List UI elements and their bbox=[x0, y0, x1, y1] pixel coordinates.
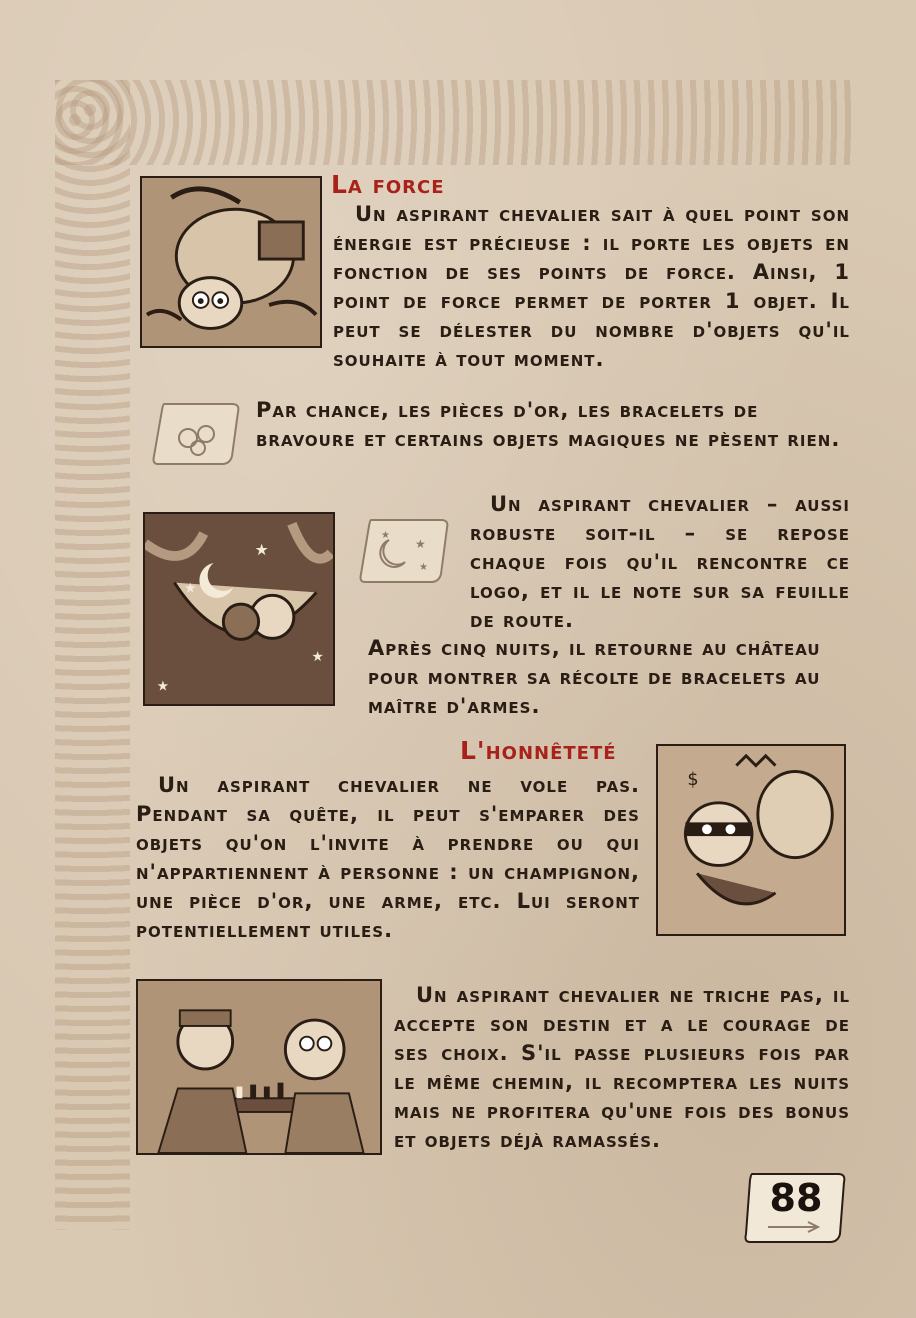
section-title-honnetete: L'honnêteté bbox=[460, 736, 617, 765]
illustration-strength bbox=[140, 176, 322, 348]
svg-text:★: ★ bbox=[415, 537, 426, 551]
svg-text:★: ★ bbox=[311, 648, 324, 665]
illustration-rest bbox=[143, 512, 335, 706]
honnetete-paragraph: Un aspirant chevalier ne vole pas. Pendant sa quête, il peut s'emparer des objets qu'on l'invite à prendre ou qui n'appartiennent à personne : un champignon, une pièce d'or, une arme, etc. Lui seront potentiellement utiles. bbox=[136, 773, 640, 942]
cheat-paragraph: Un aspirant chevalier ne triche pas, il accepte son destin et a le courage de ses choix. S'il passe plusieurs fois par le même chemin, il recomptera les nuits mais ne profitera qu'une fois des bonus et objets déjà ramassés. bbox=[394, 983, 850, 1152]
left-ornament bbox=[55, 80, 130, 1230]
svg-text:★: ★ bbox=[156, 678, 170, 695]
svg-text:★: ★ bbox=[419, 562, 428, 573]
force-note: Par chance, les pièces d'or, les bracelets de bravoure et certains objets magiques ne pèsent rien. bbox=[256, 398, 841, 451]
section-title-force: La force bbox=[331, 170, 445, 199]
after-nights-paragraph: Après cinq nuits, il retourne au château pour montrer sa récolte de bracelets au maître d'armes. bbox=[368, 636, 821, 718]
top-ornament bbox=[55, 80, 855, 165]
illustration-thief bbox=[656, 744, 846, 936]
rest-paragraph: Un aspirant chevalier – aussi robuste soit-il – se repose chaque fois qu'il rencontre ce logo, et il le note sur sa feuille de route. bbox=[470, 492, 850, 632]
svg-text:$: $ bbox=[687, 770, 699, 791]
svg-text:★: ★ bbox=[184, 580, 197, 597]
scroll-coins-icon bbox=[152, 396, 242, 470]
svg-text:★: ★ bbox=[381, 530, 390, 541]
page-number-badge bbox=[742, 1168, 850, 1248]
force-paragraph: Un aspirant chevalier sait à quel point son énergie est précieuse : il porte les objets en fonction de ses points de force. Ainsi, 1 point de force permet de porter 1 objet. Il peut se délester du nombre d'objets qu'il souhaite à tout moment. bbox=[333, 202, 850, 371]
illustration-chess bbox=[136, 979, 382, 1155]
svg-text:★: ★ bbox=[254, 540, 269, 560]
scroll-moon-icon bbox=[359, 512, 451, 590]
page-number: 88 bbox=[769, 1176, 823, 1220]
page-arrow-icon bbox=[766, 1220, 826, 1234]
